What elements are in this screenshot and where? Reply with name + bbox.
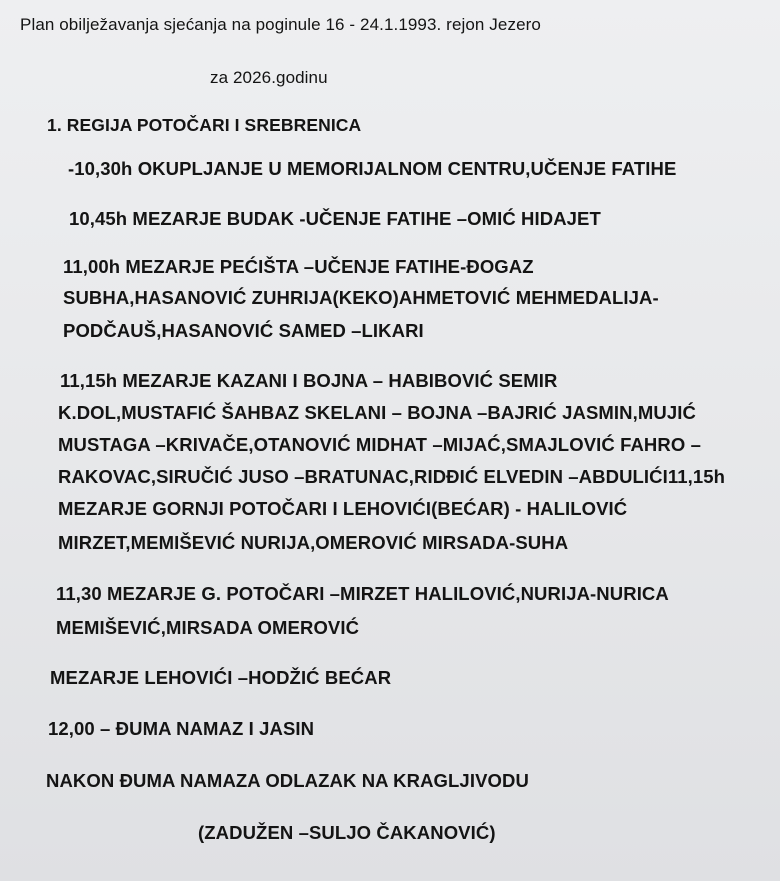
schedule-line: NAKON ĐUMA NAMAZA ODLAZAK NA KRAGLJIVODU [46, 770, 529, 791]
schedule-line: 10,45h MEZARJE BUDAK -UČENJE FATIHE –OMIĆ HIDAJET [69, 208, 601, 229]
responsible-person: (ZADUŽEN –SULJO ČAKANOVIĆ) [198, 822, 496, 843]
schedule-line: MEMIŠEVIĆ,MIRSADA OMEROVIĆ [56, 617, 360, 638]
schedule-line: MEZARJE LEHOVIĆI –HODŽIĆ BEĆAR [50, 667, 392, 688]
schedule-line: MIRZET,MEMIŠEVIĆ NURIJA,OMEROVIĆ MIRSADA-SUHA [58, 532, 569, 553]
schedule-line: K.DOL,MUSTAFIĆ ŠAHBAZ SKELANI – BOJNA –BAJRIĆ JASMIN,MUJIĆ [58, 402, 696, 423]
schedule-line: -10,30h OKUPLJANJE U MEMORIJALNOM CENTRU,UČENJE FATIHE [68, 158, 677, 179]
document-subtitle: za 2026.godinu [210, 68, 328, 87]
schedule-line: 12,00 – ĐUMA NAMAZ I JASIN [48, 718, 315, 739]
document-title: Plan obilježavanja sjećanja na poginule 16 - 24.1.1993. rejon Jezero [20, 15, 541, 34]
schedule-line: 11,15h MEZARJE KAZANI I BOJNA – HABIBOVIĆ SEMIR [60, 370, 558, 391]
schedule-line: MEZARJE GORNJI POTOČARI I LEHOVIĆI(BEĆAR) - HALILOVIĆ [58, 498, 628, 519]
schedule-line: MUSTAGA –KRIVAČE,OTANOVIĆ MIDHAT –MIJAĆ,SMAJLOVIĆ FAHRO – [58, 434, 701, 455]
schedule-line: 11,00h MEZARJE PEĆIŠTA –UČENJE FATIHE-ĐOGAZ [63, 256, 534, 277]
section-heading: 1. REGIJA POTOČARI I SREBRENICA [47, 115, 362, 135]
schedule-line: SUBHA,HASANOVIĆ ZUHRIJA(KEKO)AHMETOVIĆ MEHMEDALIJA- [63, 287, 659, 308]
schedule-line: PODČAUŠ,HASANOVIĆ SAMED –LIKARI [63, 320, 424, 341]
schedule-line: RAKOVAC,SIRUČIĆ JUSO –BRATUNAC,RIDĐIĆ ELVEDIN –ABDULIĆI11,15h [58, 466, 726, 487]
schedule-line: 11,30 MEZARJE G. POTOČARI –MIRZET HALILOVIĆ,NURIJA-NURICA [56, 583, 669, 604]
